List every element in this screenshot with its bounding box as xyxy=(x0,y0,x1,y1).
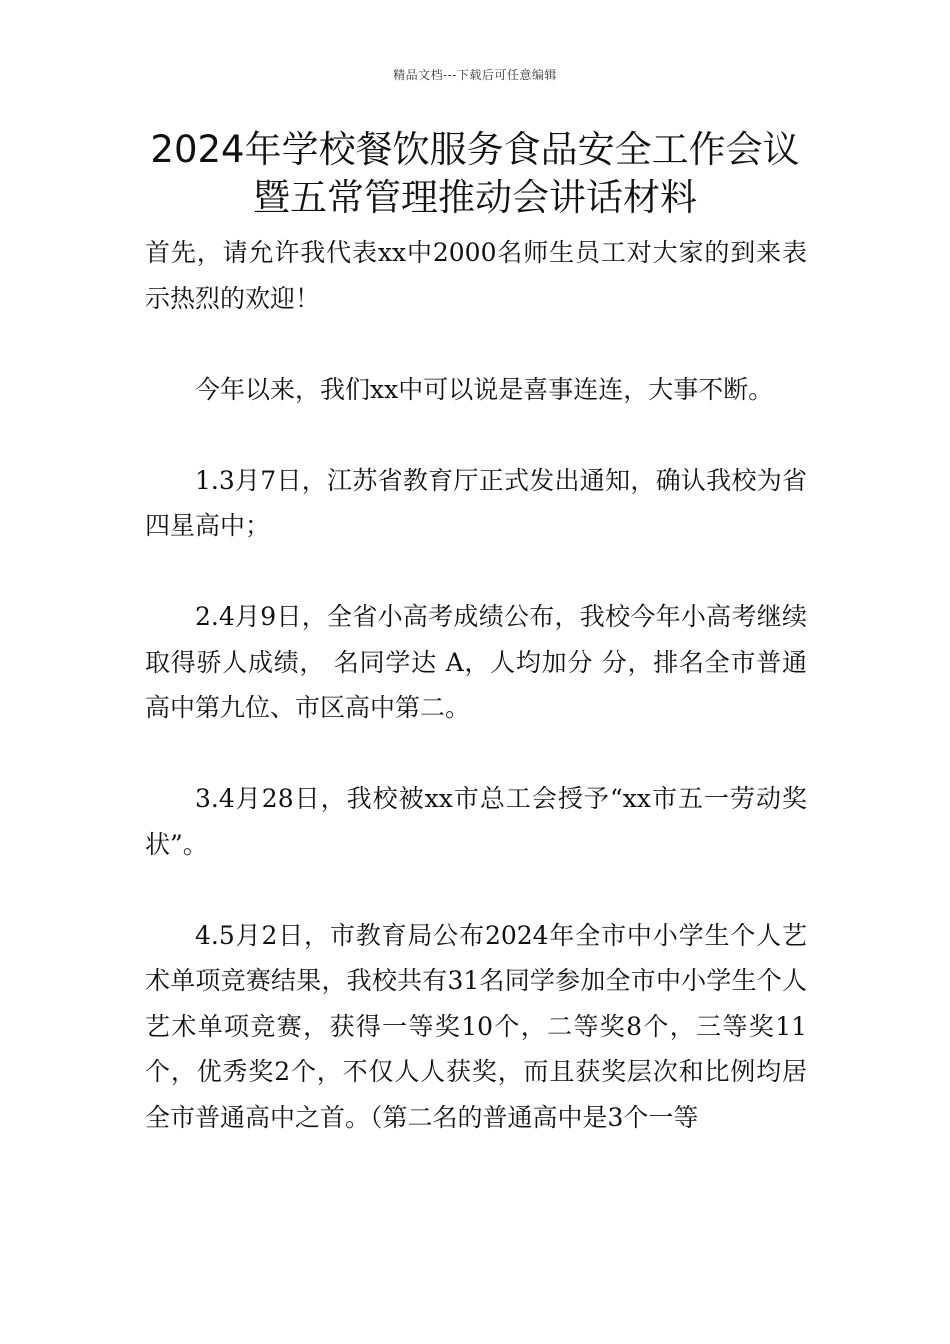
paragraph-gap xyxy=(145,321,807,367)
header-note: 精品文档---下载后可任意编辑 xyxy=(393,68,557,82)
paragraph-welcome: 首先，请允许我代表xx中2000名师生员工对大家的到来表示热烈的欢迎！ xyxy=(145,238,807,313)
title-line-1: 2024年学校餐饮服务食品安全工作会议 xyxy=(150,128,800,171)
paragraph-item-4: 4.5月2日，市教育局公布2024年全市中小学生个人艺术单项竞赛结果，我校共有31名同学参加全市中小学生个人艺术单项竞赛，获得一等奖10个，二等奖8个，三等奖11个，优秀奖2个，不仅人人获奖，而且获奖层次和比例均居全市普通高中之首。（第二名的普通高中是3个一等 xyxy=(145,920,807,1132)
document-title xyxy=(100,126,850,222)
paragraph-intro: 今年以来，我们xx中可以说是喜事连连，大事不断。 xyxy=(195,374,774,404)
title-line-2: 暨五常管理推动会讲话材料 xyxy=(253,176,697,219)
paragraph-gap xyxy=(145,549,807,595)
paragraph-item-1: 1.3月7日，江苏省教育厅正式发出通知，确认我校为省四星高中； xyxy=(145,465,807,540)
paragraph-gap xyxy=(145,412,807,458)
paragraph-item-2: 2.4月9日，全省小高考成绩公布，我校今年小高考继续取得骄人成绩， 名同学达 A，人均加分 分，排名全市普通高中第九位、市区高中第二。 xyxy=(145,602,807,722)
paragraph-item-3: 3.4月28日，我校被xx市总工会授予“xx市五一劳动奖状”。 xyxy=(145,784,807,859)
document-body xyxy=(145,230,807,1140)
paragraph-gap xyxy=(145,867,807,913)
paragraph-gap xyxy=(145,731,807,777)
